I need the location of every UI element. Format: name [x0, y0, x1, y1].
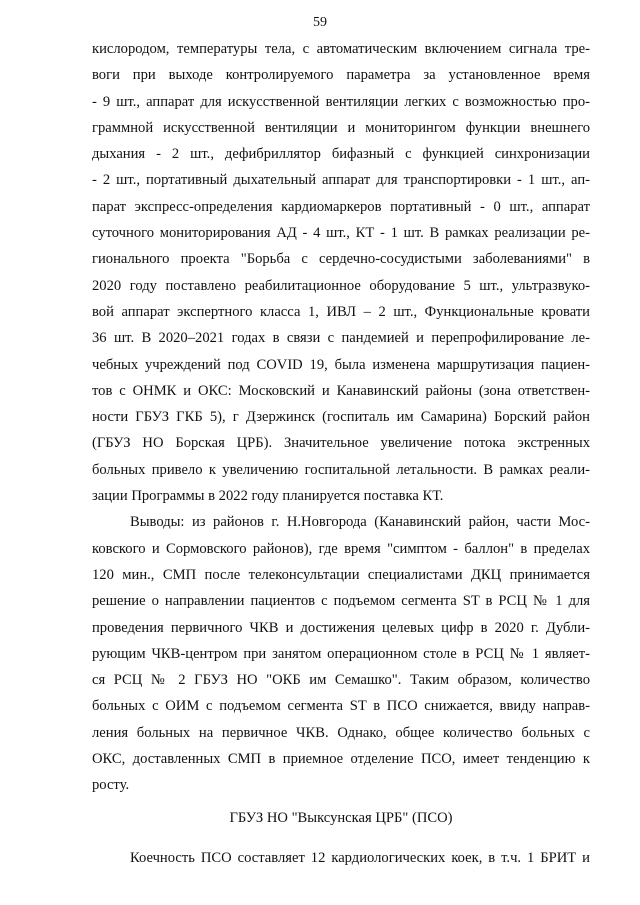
paragraph-bed-capacity [92, 845, 590, 871]
text-line: ся РСЦ № 2 ГБУЗ НО "ОКБ им Семашко". Таким образом, количество [92, 672, 590, 689]
text-line: воги при выходе контролируемого параметра за установленное время [92, 67, 590, 84]
text-line: ности ГБУЗ ГКБ 5), г Дзержинск (госпиталь им Самарина) Борский район [92, 409, 590, 426]
paragraph-conclusions [92, 509, 590, 798]
paragraph-equipment [92, 36, 590, 509]
text-line: больных привело к увеличению госпитальной летальности. В рамках реали- [92, 461, 590, 478]
text-line: - 2 шт., портативный дыхательный аппарат для транспортировки - 1 шт., ап- [92, 172, 590, 189]
text-line: 2020 году поставлено реабилитационное оборудование 5 шт., ультразвуко- [92, 277, 590, 294]
text-line: Выводы: из районов г. Н.Новгорода (Канавинский район, части Мос- [130, 514, 590, 531]
text-line: росту. [92, 777, 130, 794]
text-line: дыхания - 2 шт., дефибриллятор бифазный с функцией синхронизации [92, 146, 590, 163]
section-heading: ГБУЗ НО "Выксунская ЦРБ" (ПСО) [229, 809, 453, 826]
text-line: суточного мониторирования АД - 4 шт., КТ - 1 шт. В рамках реализации ре- [92, 225, 590, 242]
text-line: рующим ЧКВ-центром при занятом операционном столе в РСЦ № 1 являет- [92, 645, 590, 662]
text-line: гионального проекта "Борьба с сердечно-сосудистыми заболеваниями" в [92, 251, 590, 268]
body-text [92, 36, 590, 871]
text-line: - 9 шт., аппарат для искусственной вентиляции легких с возможностью про- [92, 93, 590, 110]
text-line: больных с ОИМ с подъемом сегмента ST в ПСО снижается, ввиду направ- [92, 698, 590, 715]
text-line: кислородом, температуры тела, с автоматическим включением сигнала тре- [92, 41, 590, 57]
text-line: вой аппарат экспертного класса 1, ИВЛ – 2 шт., Функциональные кровати [92, 303, 590, 320]
text-line: проведения первичного ЧКВ и достижения целевых цифр в 2020 г. Дубли- [92, 619, 590, 636]
text-line: ковского и Сормовского районов), где время "симптом - баллон" в пределах [92, 540, 590, 557]
text-line: граммной искусственной вентиляции и мониторингом функции внешнего [92, 119, 590, 136]
page-number: 59 [313, 15, 327, 30]
text-line: зации Программы в 2022 году планируется поставка КТ. [92, 488, 444, 505]
text-line: чебных учреждений под COVID 19, была изменена маршрутизация пациен- [92, 356, 590, 373]
text-line: ления больных на первичное ЧКВ. Однако, общее количество больных с [92, 724, 590, 741]
text-line: парат экспресс-определения кардиомаркеров портативный - 0 шт., аппарат [92, 198, 590, 215]
text-line: Коечность ПСО составляет 12 кардиологических коек, в т.ч. 1 БРИТ и [130, 849, 590, 866]
text-line: (ГБУЗ НО Борская ЦРБ). Значительное увеличение потока экстренных [92, 435, 590, 452]
text-line: решение о направлении пациентов с подъемом сегмента ST в РСЦ № 1 для [92, 593, 590, 610]
text-line: тов с ОНМК и ОКС: Московский и Канавинский районы (зона ответствен- [92, 382, 590, 399]
text-line: ОКС, доставленных СМП в приемное отделение ПСО, имеет тенденцию к [92, 751, 590, 768]
text-line: 36 шт. В 2020–2021 годах в связи с пандемией и перепрофилирование ле- [92, 330, 590, 347]
text-line: 120 мин., СМП после телеконсультации специалистами ДКЦ принимается [92, 566, 590, 583]
